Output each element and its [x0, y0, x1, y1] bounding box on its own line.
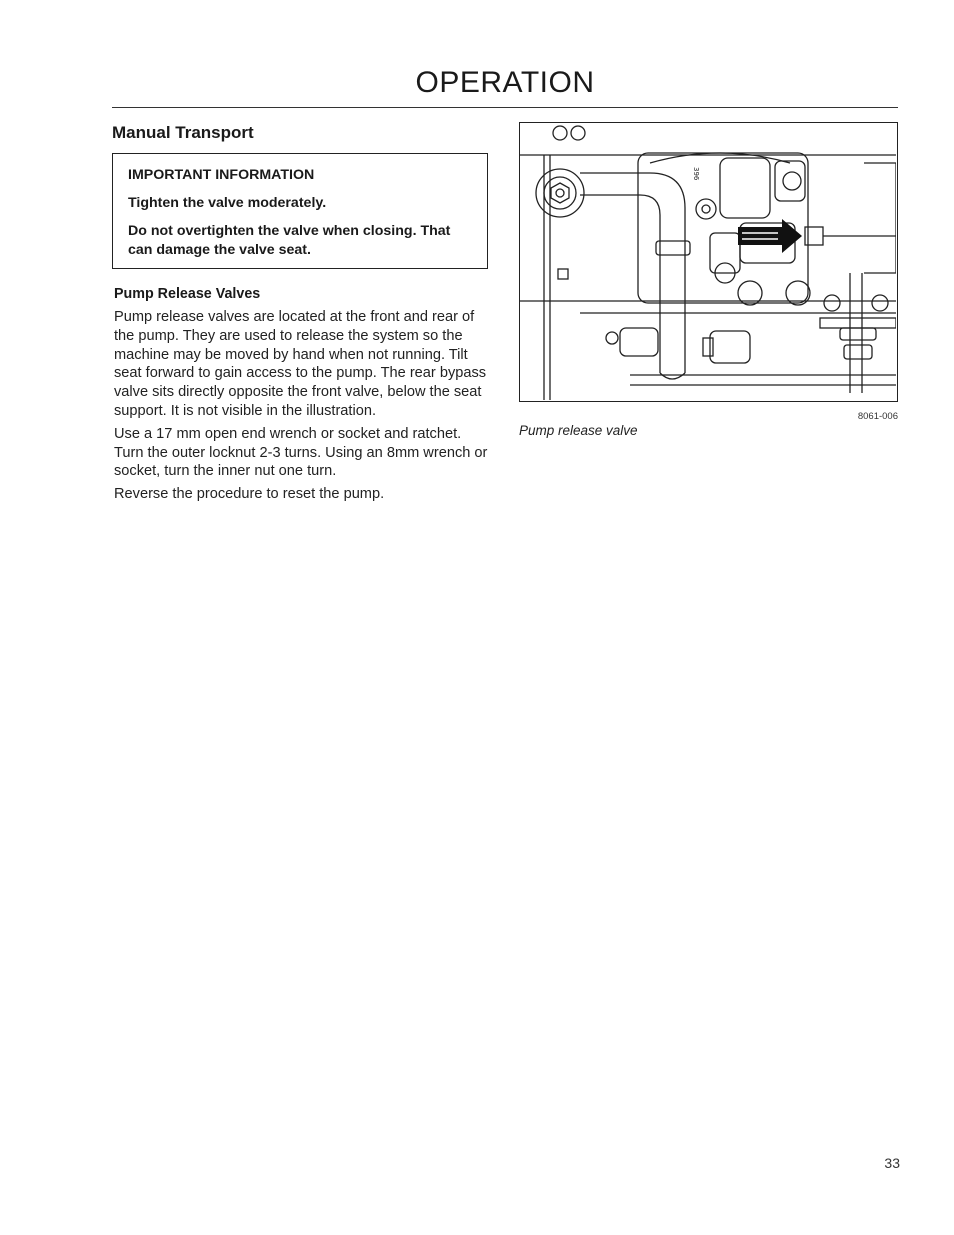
notice-heading: IMPORTANT INFORMATION [128, 167, 315, 183]
important-information-box [112, 153, 488, 269]
figure-caption: Pump release valve [519, 423, 638, 438]
pump-paragraph-3: Reverse the procedure to reset the pump. [114, 486, 385, 503]
pump-release-valve-illustration [519, 122, 898, 402]
pump-paragraph-1: Pump release valves are located at the front and rear of the pump. They are used to release the system so the machine may be moved by hand when not running. Tilt seat forward to gain access to the pump. The rear bypass valve sits directly opposite the front valve, below the seat support. It is not visible in the illustration. [114, 309, 487, 419]
pump-illustration-drawing [520, 123, 896, 400]
header-divider [112, 107, 898, 108]
section-title: Manual Transport [112, 123, 254, 142]
notice-line-2: Do not overtighten the valve when closing. That can damage the valve seat. [128, 223, 451, 258]
pump-release-text [114, 308, 494, 508]
notice-line-1: Tighten the valve moderately. [128, 195, 327, 211]
figure-code: 8061-006 [857, 411, 898, 422]
page-title: OPERATION [415, 66, 595, 99]
part-mark-label: 396 [692, 167, 700, 181]
page-number: 33 [884, 1155, 900, 1171]
pump-release-heading: Pump Release Valves [114, 286, 261, 302]
pump-paragraph-2: Use a 17 mm open end wrench or socket and ratchet. Turn the outer locknut 2-3 turns. Using an 8mm wrench or socket, turn the inner nut one turn. [114, 425, 488, 480]
